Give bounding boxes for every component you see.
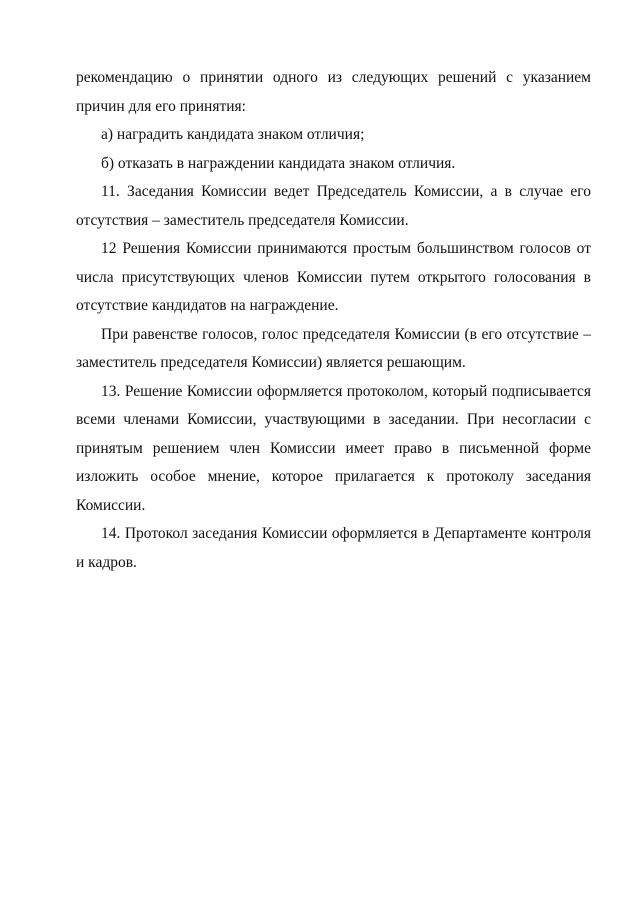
paragraph-13: 13. Решение Комиссии оформляется протоколом, который подписывается всеми членами Комиссии, участвующими в заседании. При несогласии с принятым решением член Комиссии имеет право в письменной форме изложить особое мнение, которое прилагается к протоколу заседания Комиссии. [76,382,591,514]
paragraph-11: 11. Заседания Комиссии ведет Председатель Комиссии, а в случае его отсутствия – заместитель председателя Комиссии. [76,183,591,229]
paragraph-tie-vote: При равенстве голосов, голос председателя Комиссии (в его отсутствие – заместитель председателя Комиссии) является решающим. [76,325,591,371]
document-body [76,64,591,577]
paragraph-recommendation: рекомендацию о принятии одного из следующих решений с указанием причин для его принятия: [76,69,591,115]
paragraph-option-a: а) наградить кандидата знаком отличия; [101,126,365,143]
paragraph-12: 12 Решения Комиссии принимаются простым большинством голосов от числа присутствующих членов Комиссии путем открытого голосования в отсутствие кандидатов на награждение. [76,240,591,314]
paragraph-14: 14. Протокол заседания Комиссии оформляется в Департаменте контроля и кадров. [76,525,591,571]
paragraph-option-b: б) отказать в награждении кандидата знаком отличия. [101,154,456,172]
